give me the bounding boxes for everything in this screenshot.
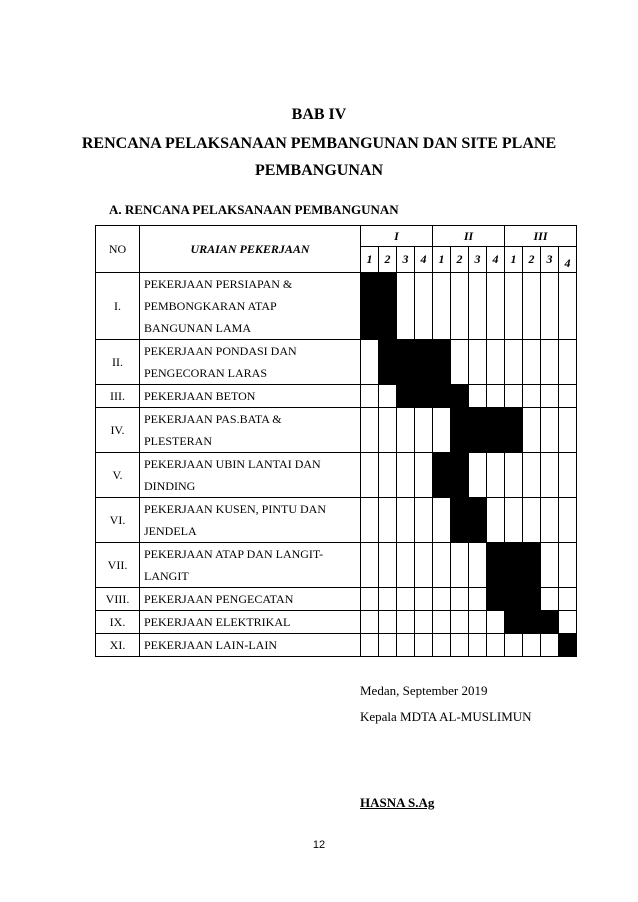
task-line: PEKERJAAN PAS.BATA & xyxy=(144,412,282,426)
schedule-cell xyxy=(433,634,451,657)
schedule-cell xyxy=(487,611,505,634)
table-row xyxy=(96,611,577,634)
schedule-cell xyxy=(469,273,487,340)
page-number: 12 xyxy=(312,839,326,851)
schedule-bar-cell xyxy=(559,634,577,657)
schedule-bar-cell xyxy=(505,543,523,588)
task-line: PEKERJAAN PERSIAPAN & xyxy=(144,277,293,291)
row-number: III. xyxy=(96,385,140,408)
schedule-cell xyxy=(397,498,415,543)
schedule-cell xyxy=(469,588,487,611)
schedule-cell xyxy=(379,588,397,611)
schedule-cell xyxy=(469,611,487,634)
schedule-cell xyxy=(451,543,469,588)
task-line: PEKERJAAN LAIN-LAIN xyxy=(144,638,277,652)
schedule-cell xyxy=(523,634,541,657)
schedule-cell xyxy=(469,543,487,588)
table-row xyxy=(96,408,577,453)
schedule-cell xyxy=(505,385,523,408)
schedule-cell xyxy=(559,611,577,634)
schedule-bar-cell xyxy=(541,611,559,634)
row-number: IX. xyxy=(96,611,140,634)
task-description xyxy=(140,408,361,453)
schedule-cell xyxy=(559,385,577,408)
schedule-cell xyxy=(541,340,559,385)
phase-header: III xyxy=(505,226,577,247)
chapter-label: BAB IV xyxy=(291,106,347,123)
table-row xyxy=(96,340,577,385)
schedule-bar-cell xyxy=(397,340,415,385)
row-number: I. xyxy=(96,273,140,340)
task-description xyxy=(140,634,361,657)
schedule-cell xyxy=(433,273,451,340)
schedule-cell xyxy=(541,588,559,611)
schedule-bar-cell xyxy=(451,453,469,498)
schedule-cell xyxy=(433,498,451,543)
week-header: 4 xyxy=(415,247,433,273)
schedule-cell xyxy=(487,340,505,385)
title-line-1: RENCANA PELAKSANAAN PEMBANGUNAN DAN SITE PLANE xyxy=(81,135,557,152)
task-line: PEKERJAAN ELEKTRIKAL xyxy=(144,615,291,629)
schedule-cell xyxy=(505,273,523,340)
schedule-cell xyxy=(397,453,415,498)
schedule-cell xyxy=(541,273,559,340)
schedule-bar-cell xyxy=(361,273,379,340)
schedule-cell xyxy=(433,611,451,634)
col-header-uraian: URAIAN PEKERJAAN xyxy=(140,226,361,273)
schedule-cell xyxy=(505,634,523,657)
row-number: IV. xyxy=(96,408,140,453)
schedule-cell xyxy=(523,273,541,340)
schedule-cell xyxy=(451,588,469,611)
schedule-cell xyxy=(487,273,505,340)
schedule-cell xyxy=(541,498,559,543)
task-description xyxy=(140,588,361,611)
schedule-cell xyxy=(379,543,397,588)
row-number: VII. xyxy=(96,543,140,588)
schedule-cell xyxy=(397,611,415,634)
schedule-cell xyxy=(451,340,469,385)
schedule-bar-cell xyxy=(415,385,433,408)
task-line: PLESTERAN xyxy=(144,434,213,448)
week-header: 2 xyxy=(523,247,541,273)
schedule-bar-cell xyxy=(451,408,469,453)
schedule-bar-cell xyxy=(523,588,541,611)
schedule-cell xyxy=(469,453,487,498)
schedule-bar-cell xyxy=(487,543,505,588)
schedule-cell xyxy=(379,453,397,498)
schedule-cell xyxy=(541,408,559,453)
schedule-cell xyxy=(415,588,433,611)
task-description xyxy=(140,611,361,634)
schedule-cell xyxy=(361,543,379,588)
schedule-cell xyxy=(433,408,451,453)
table-row xyxy=(96,498,577,543)
schedule-cell xyxy=(559,340,577,385)
schedule-cell xyxy=(559,453,577,498)
schedule-cell xyxy=(433,543,451,588)
schedule-cell xyxy=(379,634,397,657)
schedule-cell xyxy=(433,588,451,611)
schedule-cell xyxy=(523,340,541,385)
table-row xyxy=(96,273,577,340)
week-header: 3 xyxy=(469,247,487,273)
schedule-bar-cell xyxy=(469,408,487,453)
row-number: VIII. xyxy=(96,588,140,611)
schedule-cell xyxy=(361,340,379,385)
schedule-cell xyxy=(415,273,433,340)
schedule-cell xyxy=(361,611,379,634)
schedule-cell xyxy=(505,340,523,385)
schedule-cell xyxy=(541,543,559,588)
week-header: 2 xyxy=(379,247,397,273)
schedule-cell xyxy=(559,408,577,453)
schedule-cell xyxy=(487,453,505,498)
week-header: 1 xyxy=(433,247,451,273)
schedule-bar-cell xyxy=(505,408,523,453)
row-number: VI. xyxy=(96,498,140,543)
schedule-cell xyxy=(451,611,469,634)
schedule-cell xyxy=(487,498,505,543)
row-number: XI. xyxy=(96,634,140,657)
schedule-bar-cell xyxy=(433,453,451,498)
schedule-bar-cell xyxy=(379,340,397,385)
schedule-cell xyxy=(361,588,379,611)
schedule-cell xyxy=(379,611,397,634)
schedule-cell xyxy=(559,543,577,588)
schedule-cell xyxy=(415,634,433,657)
schedule-cell xyxy=(487,634,505,657)
task-line: PEKERJAAN PENGECATAN xyxy=(144,592,294,606)
schedule-cell xyxy=(469,340,487,385)
schedule-cell xyxy=(361,634,379,657)
schedule-cell xyxy=(541,634,559,657)
section-heading: A. RENCANA PELAKSANAAN PEMBANGUNAN xyxy=(109,202,399,217)
task-line: PEKERJAAN ATAP DAN LANGIT- xyxy=(144,547,324,561)
schedule-bar-cell xyxy=(505,611,523,634)
schedule-cell xyxy=(523,498,541,543)
week-header: 4 xyxy=(487,247,505,273)
task-line: DINDING xyxy=(144,479,196,493)
schedule-cell xyxy=(415,543,433,588)
table-row xyxy=(96,543,577,588)
schedule-bar-cell xyxy=(397,385,415,408)
table-row xyxy=(96,385,577,408)
schedule-cell xyxy=(397,634,415,657)
schedule-cell xyxy=(541,385,559,408)
table-row xyxy=(96,453,577,498)
schedule-bar-cell xyxy=(505,588,523,611)
schedule-cell xyxy=(523,408,541,453)
week-header: 1 xyxy=(505,247,523,273)
schedule-bar-cell xyxy=(487,588,505,611)
schedule-cell xyxy=(361,453,379,498)
schedule-cell xyxy=(505,453,523,498)
schedule-cell xyxy=(469,634,487,657)
task-line: BANGUNAN LAMA xyxy=(144,321,251,335)
schedule-bar-cell xyxy=(433,340,451,385)
task-line: JENDELA xyxy=(144,524,197,538)
task-description xyxy=(140,543,361,588)
schedule-cell xyxy=(397,408,415,453)
schedule-cell xyxy=(505,498,523,543)
schedule-cell xyxy=(415,611,433,634)
signatory-name: HASNA S.Ag xyxy=(360,795,435,810)
schedule-cell xyxy=(541,453,559,498)
task-line: PEKERJAAN BETON xyxy=(144,389,256,403)
schedule-cell xyxy=(379,385,397,408)
week-header: 4 xyxy=(559,247,577,273)
schedule-bar-cell xyxy=(379,273,397,340)
task-line: LANGIT xyxy=(144,569,189,583)
week-header: 3 xyxy=(541,247,559,273)
signatory-role: Kepala MDTA AL-MUSLIMUN xyxy=(360,709,532,724)
task-description xyxy=(140,498,361,543)
schedule-cell xyxy=(451,273,469,340)
row-number: II. xyxy=(96,340,140,385)
phase-header: II xyxy=(433,226,505,247)
schedule-cell xyxy=(379,498,397,543)
schedule-cell xyxy=(397,543,415,588)
task-description xyxy=(140,453,361,498)
schedule-table xyxy=(95,225,577,657)
task-line: PEKERJAAN PONDASI DAN xyxy=(144,344,297,358)
task-line: PENGECORAN LARAS xyxy=(144,366,268,380)
schedule-bar-cell xyxy=(487,408,505,453)
task-line: PEKERJAAN UBIN LANTAI DAN xyxy=(144,457,321,471)
place-date: Medan, September 2019 xyxy=(360,683,488,698)
schedule-cell xyxy=(559,588,577,611)
schedule-cell xyxy=(415,408,433,453)
schedule-cell xyxy=(361,385,379,408)
task-description xyxy=(140,340,361,385)
schedule-cell xyxy=(523,385,541,408)
schedule-bar-cell xyxy=(523,543,541,588)
task-line: PEKERJAAN KUSEN, PINTU DAN xyxy=(144,502,327,516)
task-line: PEMBONGKARAN ATAP xyxy=(144,299,277,313)
schedule-cell xyxy=(415,498,433,543)
col-header-no: NO xyxy=(96,226,140,273)
week-header: 3 xyxy=(397,247,415,273)
schedule-bar-cell xyxy=(523,611,541,634)
schedule-cell xyxy=(487,385,505,408)
schedule-bar-cell xyxy=(451,498,469,543)
schedule-bar-cell xyxy=(469,498,487,543)
phase-header: I xyxy=(361,226,433,247)
schedule-cell xyxy=(397,273,415,340)
table-row xyxy=(96,588,577,611)
task-description xyxy=(140,385,361,408)
task-description xyxy=(140,273,361,340)
schedule-cell xyxy=(415,453,433,498)
schedule-cell xyxy=(361,408,379,453)
schedule-cell xyxy=(361,498,379,543)
schedule-cell xyxy=(469,385,487,408)
week-header: 2 xyxy=(451,247,469,273)
row-number: V. xyxy=(96,453,140,498)
schedule-cell xyxy=(559,498,577,543)
schedule-cell xyxy=(559,273,577,340)
schedule-cell xyxy=(379,408,397,453)
schedule-bar-cell xyxy=(415,340,433,385)
table-row xyxy=(96,634,577,657)
schedule-bar-cell xyxy=(433,385,451,408)
schedule-cell xyxy=(397,588,415,611)
schedule-cell xyxy=(451,634,469,657)
week-header: 1 xyxy=(361,247,379,273)
schedule-bar-cell xyxy=(451,385,469,408)
schedule-cell xyxy=(523,453,541,498)
title-line-2: PEMBANGUNAN xyxy=(255,162,383,179)
